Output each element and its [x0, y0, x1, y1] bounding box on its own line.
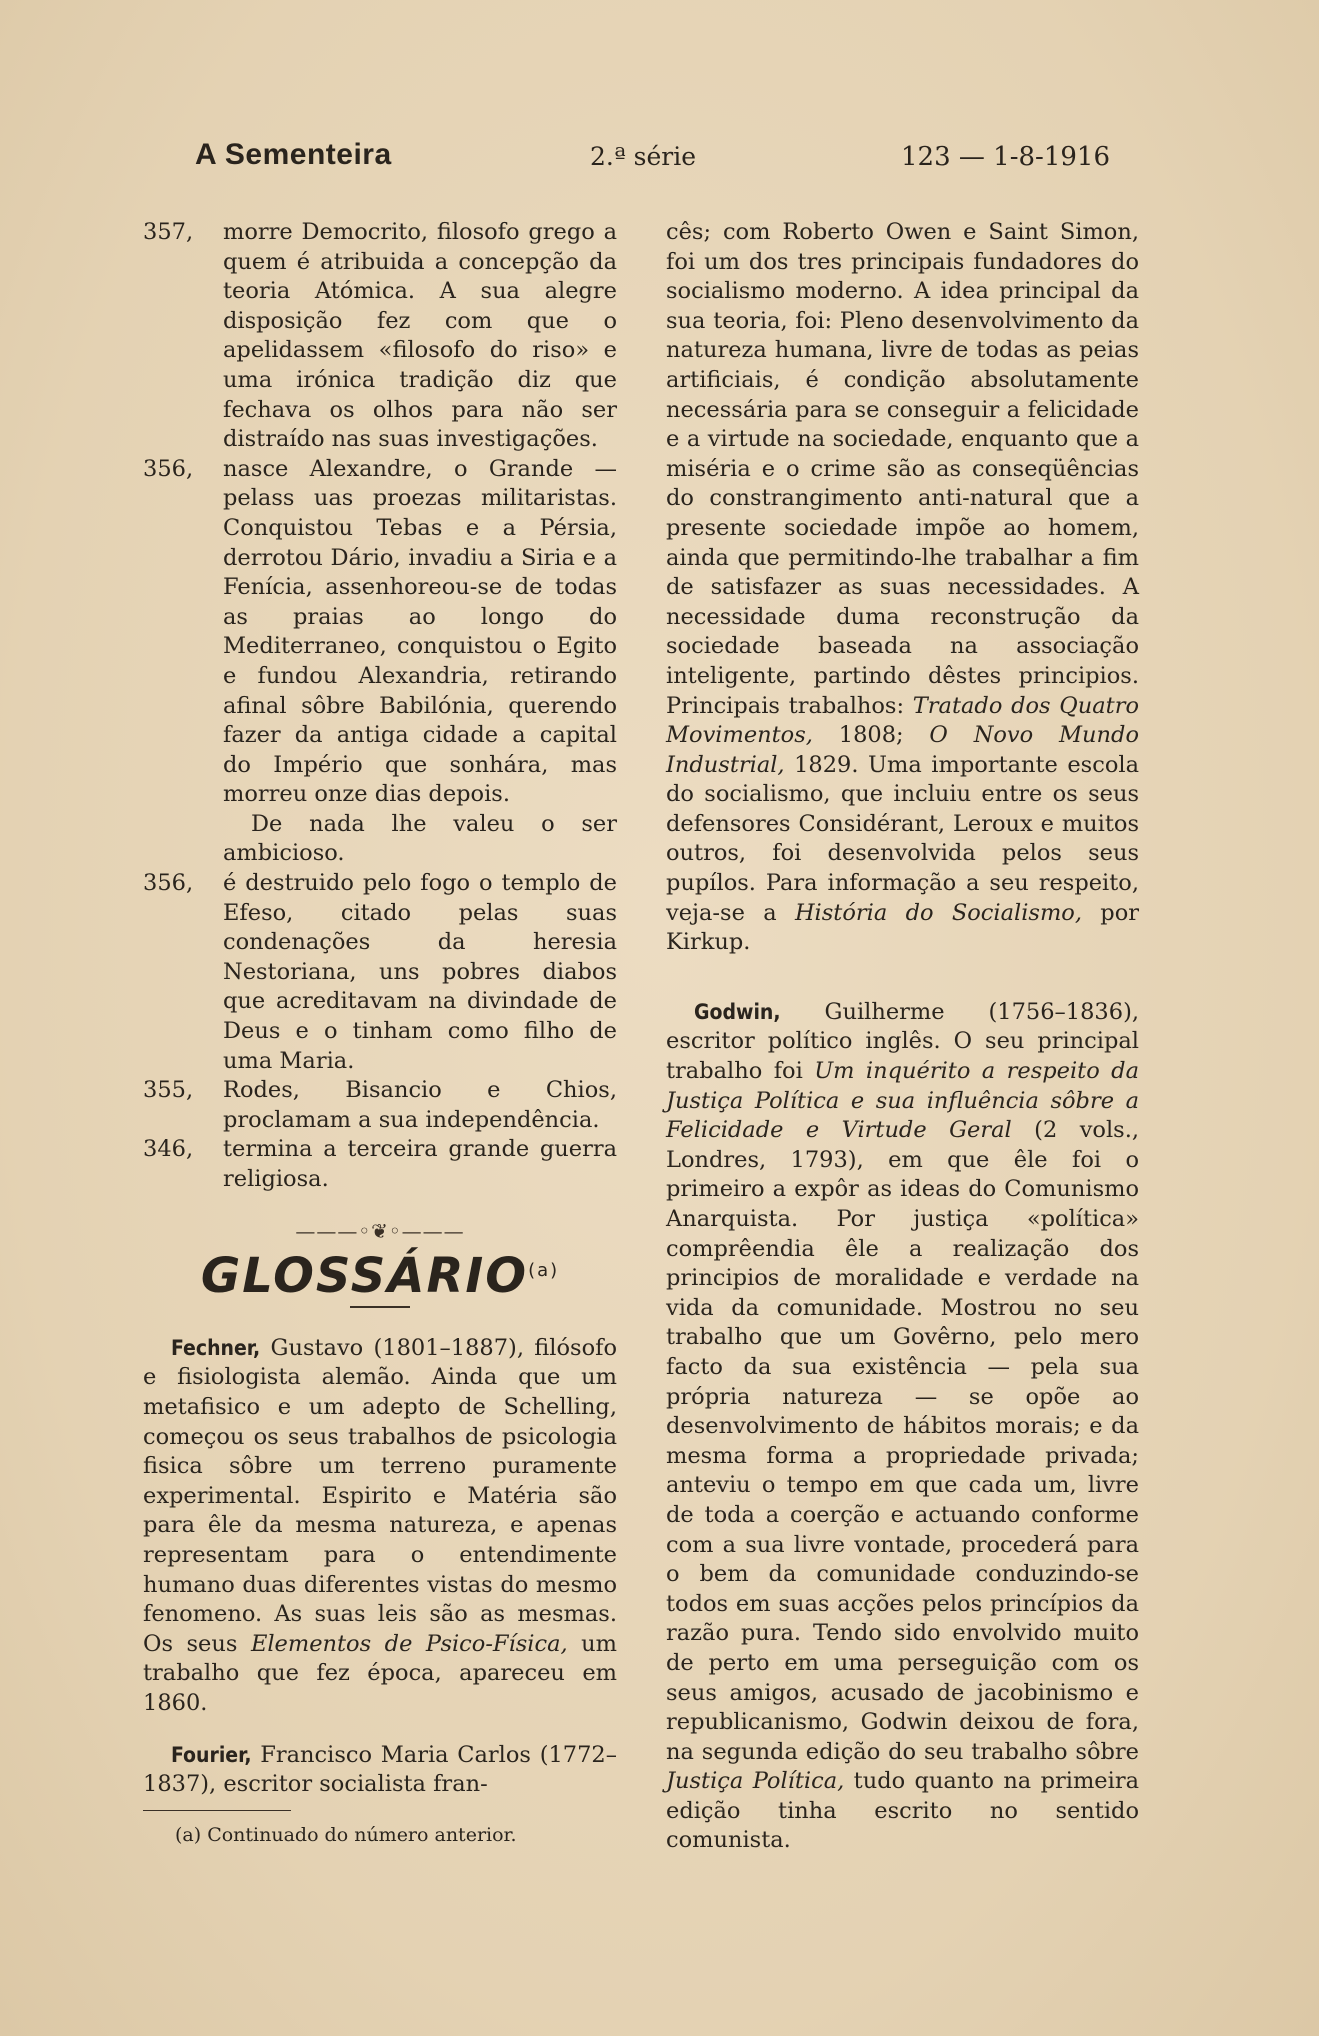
glossary-entry-fourier — [143, 1741, 617, 1800]
chronology-year: 356, — [143, 455, 194, 482]
entry-work-title: História do Socialismo, — [794, 899, 1082, 926]
footnote-divider — [143, 1810, 291, 1811]
series-label: 2.ª série — [590, 142, 697, 171]
chronology-year: 357, — [143, 219, 194, 245]
footnote: (a) Continuado do número anterior. — [175, 1823, 517, 1846]
chronology-year: 356, — [143, 870, 194, 897]
entry-text: Gustavo (1801–1887), filósofo e fisiologista alemão. Ainda que um metafisico e um adepto de Schelling, começou os seus trabalhos de psicologia fisica sôbre um terreno puramente experimental. Espirito e Matéria são para êle da mesma natureza, e apenas representam para o entendimente humano duas diferentes vistas do mesmo fenomeno. As suas leis são as mesmas. Os seus — [143, 1334, 617, 1657]
entry-term: Fechner, — [171, 1335, 261, 1360]
right-column — [666, 218, 1139, 1878]
chronology-item — [143, 218, 617, 455]
glossary-entry-godwin — [666, 998, 1139, 1856]
chronology-text: termina a terceira grande guerra religiosa. — [223, 1136, 617, 1192]
chronology-text: morre Democrito, filosofo grego a quem é atribuida a concepção da teoria Atómica. A sua alegre disposição fez com que o apelidassem «filosofo do riso» e uma irónica tradição diz que fechava os olhos para não ser distraído nas suas investigações. — [223, 219, 617, 453]
entry-text: 1808; — [812, 722, 930, 749]
entry-term: Godwin, — [694, 999, 781, 1024]
entry-term: Fourier, — [171, 1742, 252, 1767]
chronology-year: 355, — [143, 1077, 194, 1104]
glossary-heading — [143, 1248, 617, 1305]
glossary-title: GLOSSÁRIO — [200, 1248, 529, 1305]
footnote-marker: (a) — [528, 1260, 560, 1282]
entry-text-tail: tudo quanto na primeira edição tinha escrito no sentido comunista. — [666, 1768, 1139, 1854]
section-ornament: ———◦❦◦——— — [295, 1218, 465, 1243]
entry-text-tail: um trabalho que fez época, apareceu em 1860. — [143, 1630, 618, 1716]
entry-work-title: Elementos de Psico-Física, — [250, 1630, 568, 1657]
publication-title: A Sementeira — [195, 138, 392, 171]
entry-work-title: Justiça Política, — [666, 1768, 845, 1795]
glossary-entry-fechner — [143, 1334, 617, 1719]
chronology-text: Rodes, Bisancio e Chios, proclamam a sua independência. — [223, 1077, 617, 1133]
entry-work-title: Um inquérito a respeito da Justiça Política e sua influência sôbre a Felicidade e Virtude Geral — [666, 1058, 1140, 1144]
chronology-item — [143, 1135, 617, 1194]
entry-text-tail: por Kirkup. — [666, 899, 1140, 956]
entry-text: (2 vols., Londres, 1793), em que êle foi o primeiro a expôr as ideas do Comunismo Anarquista. Por justiça «política» comprêendia êle a realização dos principios de moralidade e verdade na vida da comunidade. Mostrou no seu trabalho que um Govêrno, pelo mero facto da sua existência — pela sua própria natureza — se opõe ao desenvolvimento de hábitos morais; e da mesma forma a propriedade privada; anteviu o tempo em que cada um, livre de toda a coerção e actuando conforme com a sua livre vontade, procederá para o bem da comunidade conduzindo-se todos em suas acções pelos princípios da razão pura. Tendo sido envolvido muito de perto em uma perseguição com os seus amigos, acusado de jacobinismo e republicanismo, Godwin deixou de fora, na segunda edição do seu trabalho sôbre — [666, 1117, 1140, 1765]
divider — [350, 1306, 410, 1308]
glossary-entry-fourier-continued — [666, 218, 1139, 958]
chronology-text: é destruido pelo fogo o templo de Efeso, citado pelas suas condenações da heresia Nestoriana, uns pobres diabos que acreditavam na divindade de Deus e o tinham como filho de uma Maria. — [223, 870, 617, 1074]
entry-text: 1829. Uma importante escola do socialismo, que incluiu entre os seus defensores Considérant, Leroux e muitos outros, foi desenvolvida pelos seus pupílos. Para informação a seu respeito, veja-se a — [666, 751, 1139, 926]
left-column — [143, 218, 617, 1850]
entry-text: Francisco Maria Carlos (1772–1837), escritor socialista fran- — [143, 1741, 617, 1798]
chronology-item — [143, 869, 617, 1076]
chronology-item — [143, 1076, 617, 1135]
entry-text: cês; com Roberto Owen e Saint Simon, foi um dos tres principais fundadores do socialismo moderno. A idea principal da sua teoria, foi: Pleno desenvolvimento da natureza humana, livre de todas as peias artificiais, é condição absolutamente necessária para se conseguir a felicidade e a virtude na sociedade, enquanto que a miséria e o crime são as conseqüências do constrangimento anti-natural que a presente sociedade impõe ao homem, ainda que permitindo-lhe trabalhar a fim de satisfazer as suas necessidades. A necessidade duma reconstrução da sociedade baseada na associação inteligente, partindo dêstes principios. Principais trabalhos: — [666, 219, 1139, 719]
page-number-date: 123 — 1-8-1916 — [901, 142, 1110, 172]
entry-text: Guilherme (1756–1836), escritor político inglês. O seu principal trabalho foi — [666, 998, 1139, 1085]
entry-work-title: Tratado dos Quatro Movimentos, — [666, 692, 1139, 749]
chronology-year: 346, — [143, 1136, 194, 1163]
entry-work-title: O Novo Mundo Industrial, — [666, 722, 1139, 778]
chronology-item — [143, 455, 617, 869]
page-header — [195, 138, 1110, 178]
chronology-continuation: De nada lhe valeu o ser ambicioso. — [223, 810, 617, 867]
chronology-text: nasce Alexandre, o Grande — pelass uas proezas militaristas. Conquistou Tebas e a Pérsia, derrotou Dário, invadiu a Siria e a Fenícia, assenhoreou-se de todas as praias ao longo do Mediterraneo, conquistou o Egito e fundou Alexandria, retirando afinal sôbre Babilónia, querendo fazer da antiga cidade a capital do Império que sonhára, mas morreu onze dias depois. — [223, 455, 617, 808]
